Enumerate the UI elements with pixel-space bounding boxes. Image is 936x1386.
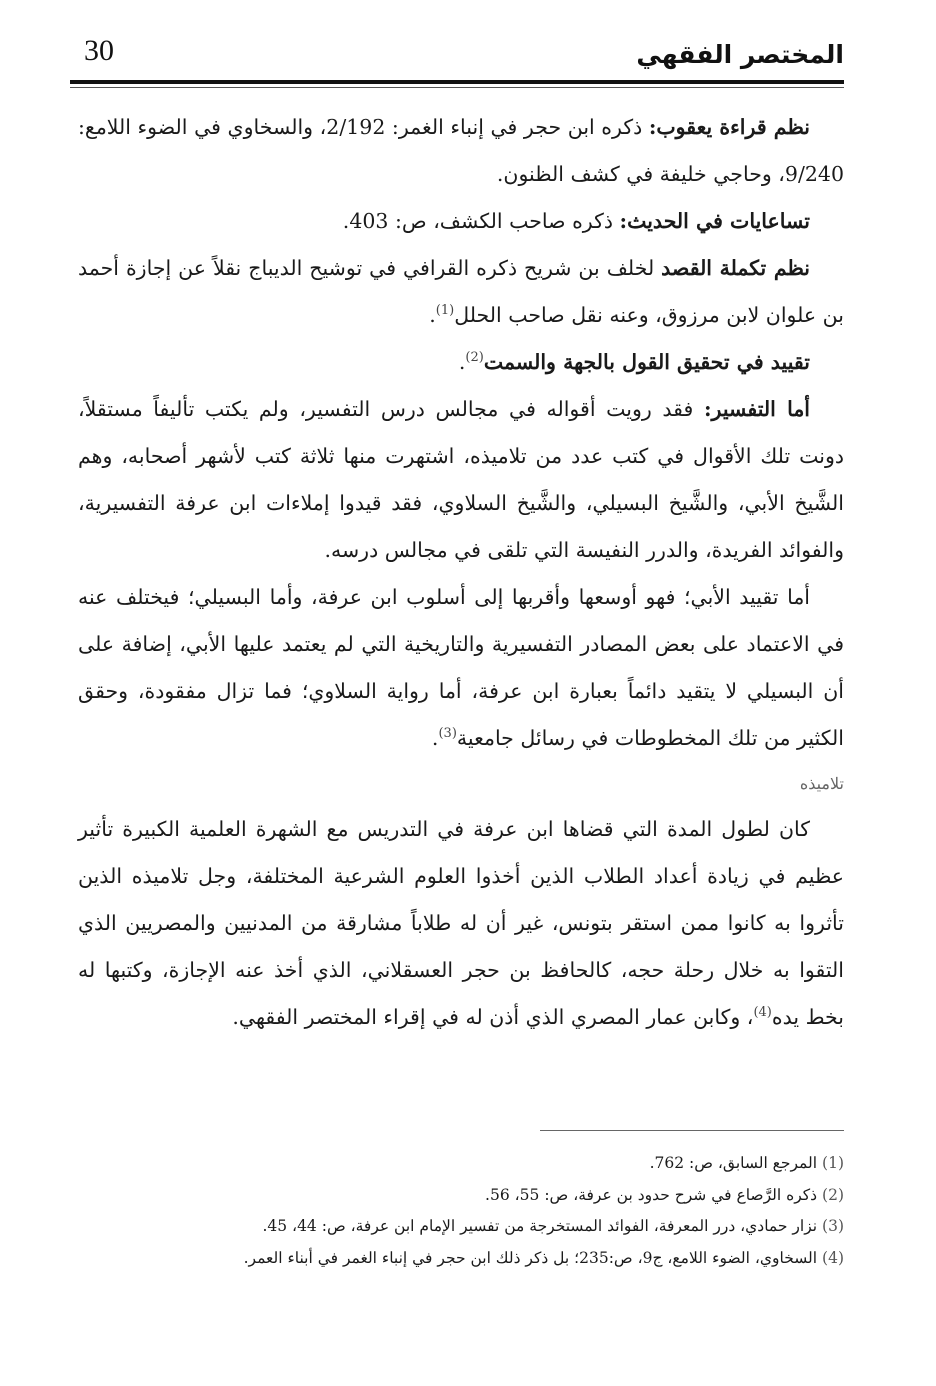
paragraph-text: فقد رويت أقواله في مجالس درس التفسير، ولم يكتب تأليفاً مستقلاً، دونت تلك الأقوال في كتب عدد من تلاميذه، اشتهرت منها ثلاثة كتب لأشهر أصحابه، وهم الشَّيخ الأبي، والشَّيخ البسيلي، والشَّيخ السلاوي، فقد قيدوا إملاءات ابن عرفة التفسيرية، والفوائد الفريدة، والدرر النفيسة التي تلقى في مجالس درسه. xyxy=(78,397,844,562)
header-rule-thin xyxy=(70,87,844,88)
section-ornament: تلاميذه xyxy=(799,774,844,793)
paragraph-text: أما تقييد الأبي؛ فهو أوسعها وأقربها إلى أسلوب ابن عرفة، وأما البسيلي؛ فيختلف عنه في الاعتماد على بعض المصادر التفسيرية والتاريخية التي لم يعتمد عليها الأبي، إضافة على أن البسيلي لا يتقيد دائماً بعبارة ابن عرفة، أما رواية السلاوي؛ فما تزال مفقودة، وحقق الكثير من تلك المخطوطات في رسائل جامعية xyxy=(78,585,844,750)
paragraph-text: كان لطول المدة التي قضاها ابن عرفة في التدريس مع الشهرة العلمية الكبيرة تأثير عظيم في زيادة أعداد الطلاب الذين أخذوا العلوم الشرعية المختلفة، وجل تلاميذه الذين تأثروا به كانوا ممن استقر بتونس، غير أن له طلاباً مشارقة من المدنيين والمصريين الذي التقوا به خلال رحلة حجه، كالحافظ بن حجر العسقلاني، الذي أخذ عنه الإجازة، وكتبها له بخط يده xyxy=(78,817,845,1029)
footnote-text: المرجع السابق، ص: 762. xyxy=(649,1154,818,1172)
paragraph-end: . xyxy=(458,350,466,374)
paragraph-lead: تساعايات في الحديث: xyxy=(619,209,810,233)
footnote-text: ذكره الرَّصاع في شرح حدود بن عرفة، ص: 55، 56. xyxy=(485,1185,818,1204)
paragraph xyxy=(78,574,844,762)
paragraph xyxy=(78,806,844,1041)
page-body xyxy=(78,104,844,1041)
footnote-ref[interactable]: (1) xyxy=(435,303,455,319)
footnote-mark: (1) xyxy=(822,1154,844,1172)
paragraph xyxy=(78,339,844,386)
paragraph-text: ذكره ابن حجر في إنباء الغمر: 2/192، والسخاوي في الضوء اللامع: 9/240، وحاجي خليفة في كشف الظنون. xyxy=(78,115,844,186)
paragraph-lead: نظم تكملة القصد xyxy=(661,256,810,280)
paragraph-lead: أما التفسير: xyxy=(703,397,810,421)
paragraph xyxy=(78,386,844,574)
paragraph xyxy=(78,104,844,198)
paragraph-lead: نظم قراءة يعقوب: xyxy=(648,115,810,139)
footnote-ref[interactable]: (3) xyxy=(438,726,457,742)
page-header xyxy=(70,34,844,78)
footnote-mark: (2) xyxy=(822,1185,844,1204)
paragraph-end: . xyxy=(429,303,436,327)
footnote xyxy=(96,1211,844,1243)
paragraph xyxy=(78,198,844,245)
footnote-text: نزار حمادي، درر المعرفة، الفوائد المستخرجة من تفسير الإمام ابن عرفة، ص: 44، 45. xyxy=(262,1217,818,1235)
footnote xyxy=(96,1148,844,1180)
paragraph-text: لخلف بن شريح ذكره القرافي في توشيح الديباج نقلاً عن إجازة أحمد بن علوان لابن مرزوق، وعنه نقل صاحب الحلل xyxy=(78,256,844,327)
footnotes xyxy=(96,1148,844,1274)
running-title: المختصر الفقهي xyxy=(636,40,844,69)
header-rule-thick xyxy=(70,80,844,84)
footnote-mark: (4) xyxy=(822,1248,844,1267)
paragraph-lead: تقييد في تحقيق القول بالجهة والسمت xyxy=(483,350,810,374)
paragraph-end: . xyxy=(431,726,439,750)
page-number: 30 xyxy=(84,34,114,67)
footnote xyxy=(96,1180,844,1212)
footnote-mark: (3) xyxy=(822,1217,844,1235)
footnote-ref[interactable]: (4) xyxy=(753,1005,772,1021)
footnote-ref[interactable]: (2) xyxy=(465,350,484,366)
paragraph-end: ، وكابن عمار المصري الذي أذن له في إقراء المختصر الفقهي. xyxy=(232,1005,754,1029)
footnote-text: السخاوي، الضوء اللامع، ج9، ص:235؛ بل ذكر ذلك ابن حجر في إنباء الغمر في أبناء العمر. xyxy=(243,1248,818,1267)
footnote-separator xyxy=(540,1130,844,1131)
paragraph xyxy=(78,245,844,339)
footnote xyxy=(96,1243,844,1275)
paragraph-text: ذكره صاحب الكشف، ص: 403. xyxy=(342,209,620,233)
